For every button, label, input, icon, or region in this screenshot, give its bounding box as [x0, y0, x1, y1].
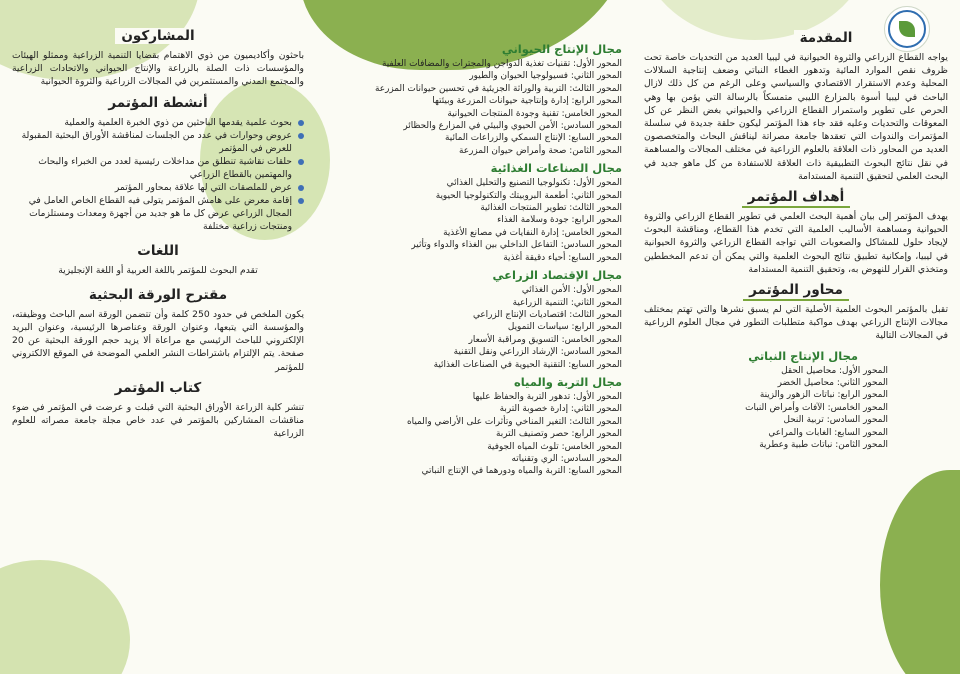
list-item: المحور الأول: محاصيل الحقل [781, 365, 888, 376]
list-item: المحور الأول: تدهور التربة والحفاظ عليها [472, 391, 622, 402]
proposal-text: يكون الملخص في حدود 250 كلمة وأن تتضمن الورقة اسم الباحث ووظيفته، والمؤسسة التي يتبعها، وعنوان الورقة وعناصرها الرئيسية، وعنوان البريد الإلكتروني للباحث الرئيسي مع مراعاة ألا يزيد حجم الورقة البحثية عن 20 صفحة. يتم الإلتزام باشتراطات النشر العلمي الموضحة في الموقع الالكتروني للمؤتمر [12, 308, 304, 373]
list-item: المحور الثاني: أطعمة البروبيتك والتكنولوجيا الحيوية [435, 190, 622, 201]
languages-text: تقدم البحوث للمؤتمر باللغة العربية أو اللغة الإنجليزية [58, 264, 258, 276]
book-text: تنشر كلية الزراعة الأوراق البحثية التي قبلت و عرضت في المؤتمر في ضوء مناقشات المشاركين بالمؤتمر في عدد خاص مجلة جامعة مصراته للعلوم الزراعية [12, 401, 304, 440]
list-item: المحور الخامس: الآفات وأمراض النبات [745, 402, 888, 413]
list-item: المحور الثاني: التنمية الزراعية [512, 297, 622, 308]
list-item: المحور السابع: أحياء دقيقة أغذية [503, 252, 622, 263]
list-item: المحور السادس: الإرشاد الزراعي ونقل التقنية [453, 347, 622, 358]
list-item: بحوث علمية يقدمها الباحثين من ذوي الخبرة العلمية والعملية [12, 116, 304, 129]
list-item: المحور السابع: التربة والمياه ودورهما في الإنتاج النباتي [421, 466, 622, 477]
participants-title: المشاركون [12, 28, 304, 44]
animal-production-list [326, 58, 622, 157]
intro-title: المقدمة [644, 30, 948, 46]
list-item: المحور الخامس: التسويق ومراقبة الأسعار [468, 334, 622, 345]
list-item: المحور الرابع: حصر وتصنيف التربة [496, 429, 622, 440]
list-item: المحور الخامس: تقنية وجودة المنتجات الحيوانية [447, 108, 622, 119]
soil-water-title: مجال التربة والمياه [513, 374, 622, 389]
list-item: إقامة معرض على هامش المؤتمر يتولى فيه القطاع الخاص العامل في المجال الزراعي عرض كل ما هو جديد من أجهزة ومعدات ومستلزمات ومنتجات زراعية مختلفة [12, 194, 304, 233]
book-title: كتاب المؤتمر [12, 380, 304, 396]
agri-economics-title: مجال الإقتصاد الزراعي [492, 268, 622, 283]
list-item: المحور السابع: الإنتاج السمكي والزراعات المائية [445, 133, 622, 144]
list-item: المحور الرابع: نباتات الزهور والزينة [759, 390, 888, 401]
soil-water-list [326, 391, 622, 478]
list-item: المحور الخامس: تلوث المياه الجوفية [487, 441, 622, 452]
goals-text: يهدف المؤتمر إلى بيان أهمية البحث العلمي في تطوير القطاع الزراعي والثروة الحيوانية ومساهمة الأساليب العلمية التي تخدم هذا القطاع، ومناقشة البحوث لإيجاد حلول للمشاكل والصعوبات التي تواجه القطاع الزراعي والثروة الحيوانية في ليبيا، وإمكانية تطبيق نتائج البحوث العلمية والتي يمكن أن تدعم المخططين ومتخذي القرار للنهوض به، وتحقيق التنمية المستدامة [644, 211, 948, 275]
list-item: المحور الثامن: صحة وأمراض حيوان المزرعة [459, 145, 622, 156]
list-item: المحور الثاني: محاصيل الخضر [777, 378, 888, 389]
plant-production-list [644, 365, 948, 452]
intro-text: يواجه القطاع الزراعي والثروة الحيوانية في ليبيا العديد من التحديات خاصة تحت ظروف نقص الموارد المائية وتدهور الغطاء النباتي وضعف إنتاجية السلالات المحلية وعدم الاستقرار الاقتصادي والسياسي وعلى الرغم من كل ذلك لازال الباحث في ليبيا أسوة بالمزارع الليبي متمسكاً بالرسالة التي يؤمن بها وهي الحرص على تطوير واستمرار القطاع الزراعي والحيواني بغض النظر عن كل المعوقات والتحديات وعليه فقد جاء هذا المؤتمر ليكون حلقة جديدة في سلسلة المؤتمرات والندوات التي تعقدها جامعة مصراتة ليناقش البحاث والمتخصصون العديد من المحاور ذات العلاقة بالعلوم الزراعية في مختلف المجالات والمساهمة في نقل نتائج البحوث التطبيقية ذات العلاقة للاستفادة من كل ماهو جديد في البحث العلمي لتحقيق التنمية المستدامة [644, 52, 948, 182]
column-left [0, 0, 318, 674]
list-item: المحور الثاني: فسيولوجيا الحيوان والطيور [469, 71, 622, 82]
activities-list [12, 116, 304, 233]
food-industries-list [326, 177, 622, 264]
activities-title: أنشطة المؤتمر [12, 95, 304, 111]
list-item: المحور السابع: الغابات والمراعي [768, 427, 888, 438]
list-item: حلقات نقاشية تنطلق من مداخلات رئيسية لعدد من الخبراء والبحاث والمهتمين بالقطاع الزراعي [12, 155, 304, 181]
goals-title: أهداف المؤتمر [644, 189, 948, 205]
list-item: المحور الثاني: إدارة خصوبة التربة [499, 404, 622, 415]
axes-text: تقبل بالمؤتمر البحوث العلمية الأصلية التي لم يسبق نشرها والتي تهتم بمختلف مجالات الإنتاج الزراعي بهدف مواكبة متطلبات التطور في مجال العلوم الزراعية في المجالات التالية [644, 304, 948, 342]
list-item: عروض وحوارات في عدد من الجلسات لمناقشة الأوراق البحثية المقبولة للعرض في المؤتمر [12, 129, 304, 155]
list-item: عرض للملصقات التي لها علاقة بمحاور المؤتمر [12, 181, 304, 194]
food-industries-title: مجال الصناعات الغذائية [490, 161, 622, 176]
list-item: المحور السابع: التقنية الحيوية في الصناعات الغذائية [433, 359, 622, 370]
list-item: المحور السادس: التفاعل الداخلي بين الغذاء والدواء وتأثير [411, 240, 622, 251]
plant-production-title: مجال الإنتاج النباتي [748, 348, 858, 363]
list-item: المحور الخامس: إدارة النفايات في مصانع الأغذية [443, 227, 622, 238]
list-item: المحور السادس: الأمن الحيوي والبيئي في المزارع والحظائر [403, 121, 622, 132]
languages-title: اللغات [12, 243, 304, 259]
list-item: المحور الثامن: نباتات طبية وعطرية [759, 440, 888, 451]
agri-economics-list [326, 284, 622, 371]
animal-production-title: مجال الإنتاج الحيواني [501, 42, 622, 56]
proposal-title: مقترح الورقة البحثية [12, 287, 304, 303]
column-middle [320, 0, 632, 674]
list-item: المحور الثالث: التربية والوراثة الجزيئية في تحسين حيوانات المزرعة [375, 83, 622, 94]
list-item: المحور الأول: الأمن الغذائي [521, 285, 622, 296]
axes-title: محاور المؤتمر [644, 282, 948, 298]
list-item: المحور الرابع: إدارة وإنتاجية حيوانات المزرعة وبيئتها [432, 96, 622, 107]
list-item: المحور السادس: تربية النحل [783, 415, 888, 426]
list-item: المحور السادس: الري وتقنياته [511, 453, 622, 464]
list-item: المحور الثالث: تطوير المنتجات الغذائية [480, 203, 622, 214]
list-item: المحور الثالث: التغير المناخي وتأثرات على الأراضي والمياه [407, 416, 622, 427]
list-item: المحور الأول: تقنيات تغذية الدواجن والمجترات والمضافات العلفية [381, 59, 622, 69]
list-item: المحور الرابع: سياسات التمويل [507, 322, 622, 333]
list-item: المحور الثالث: اقتصاديات الإنتاج الزراعي [472, 309, 622, 320]
list-item: المحور الرابع: جودة وسلامة الغذاء [497, 215, 622, 226]
participants-text: باحثون وأكاديميون من ذوي الاهتمام بقضايا التنمية الزراعية وممثلو الهيئات والمؤسسات ذات الصلة بالزراعة والإنتاج الحيواني والاتحادات الزراعية والمجتمع المدني والمستثمرين في المجالات الزراعية والثروة الحيوانية [12, 50, 304, 88]
column-right [636, 0, 960, 674]
list-item: المحور الأول: تكنولوجيا التصنيع والتحليل الغذائي [446, 178, 622, 189]
